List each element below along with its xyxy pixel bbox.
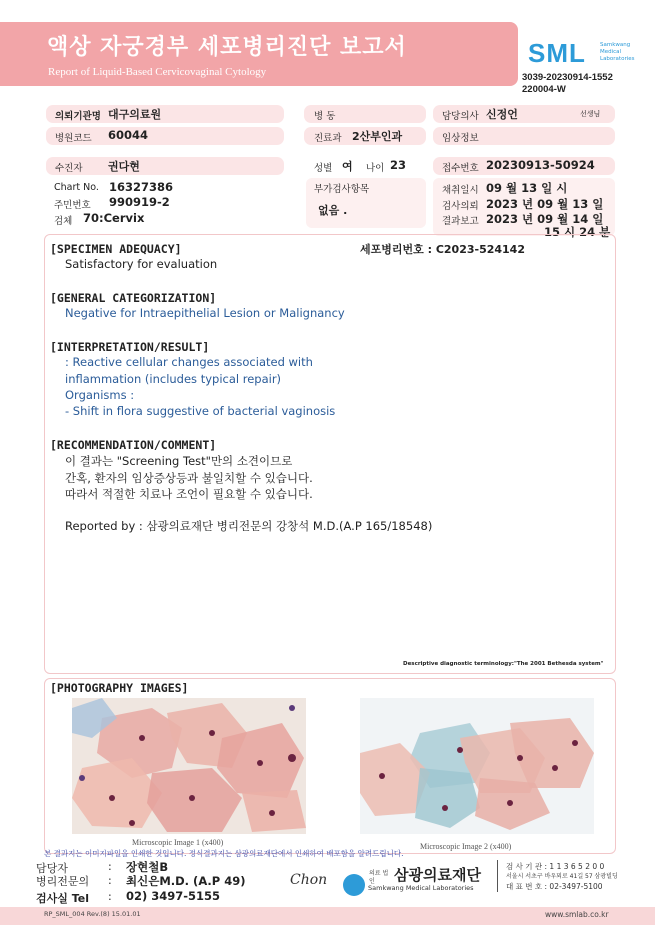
report-title: 액상 자궁경부 세포병리진단 보고서 — [47, 35, 407, 60]
interpretation-line-1: : Reactive cellular changes associated with — [65, 355, 313, 369]
footer-divider — [497, 860, 498, 892]
report-value: 2023 년 09 월 14 일 — [486, 212, 604, 226]
reported-by: Reported by : 삼광의료재단 병리전문의 강창석 M.D.(A.P 165/18548) — [65, 519, 433, 533]
dept-value: 2산부인과 — [352, 130, 403, 143]
cytology-number: 세포병리번호 : C2023-524142 — [360, 243, 525, 256]
signature: Chon — [290, 872, 328, 888]
institution-value: 대구의료원 — [108, 108, 162, 121]
foundation-logo-icon — [343, 874, 365, 896]
logo-text: SML — [528, 38, 586, 68]
document-number: 3039-20230914-1552 220004-W — [522, 72, 613, 95]
tel-value: 02) 3497-5155 — [126, 889, 221, 903]
image-2-caption: Microscopic Image 2 (x400) — [420, 842, 512, 851]
footer-note: 본 결과지는 이미지파일을 인쇄한 것입니다. 정식결과지는 삼광의료재단에서 인쇄하여 배포함을 알려드립니다. — [44, 849, 404, 858]
hospital-code-value: 60044 — [108, 128, 149, 142]
age-value: 23 — [390, 158, 407, 172]
interpretation-line-4: - Shift in flora suggestive of bacterial vaginosis — [65, 404, 336, 418]
cell-image-2 — [360, 698, 594, 834]
patient-value: 권다현 — [108, 160, 140, 173]
photo-title: [PHOTOGRAPHY IMAGES] — [50, 681, 189, 695]
interpretation-line-2: inflammation (includes typical repair) — [65, 372, 282, 386]
sex-value: 여 — [342, 160, 353, 173]
recommendation-line-3: 따라서 적절한 치료나 조언이 필요할 수 있습니다. — [65, 487, 313, 501]
header-banner — [0, 22, 518, 86]
adequacy-title: [SPECIMEN ADEQUACY] — [50, 242, 182, 256]
terminology-note: Descriptive diagnostic terminology:"The 2001 Bethesda system" — [403, 661, 604, 667]
cell-image-1 — [72, 698, 306, 834]
org-info: 검 사 기 관 : 1 1 3 6 5 2 0 0 서울시 서초구 바우뫼로 41길 57 삼광빌딩 대 표 번 호 : 02-3497-5100 — [506, 862, 618, 891]
report-time-value: 15 시 24 분 — [544, 225, 611, 239]
specimen-value: 70:Cervix — [83, 211, 145, 225]
foundation-name: 삼광의료재단 — [394, 866, 481, 884]
image-1-caption: Microscopic Image 1 (x400) — [132, 838, 224, 847]
interpretation-line-3: Organisms : — [65, 388, 135, 402]
foundation-prefix: 의료 법인 — [369, 870, 389, 885]
extra-value: 없음 . — [318, 204, 348, 217]
recommendation-title: [RECOMMENDATION/COMMENT] — [50, 438, 217, 452]
chart-value: 16327386 — [109, 180, 174, 194]
pathologist-value: 최신은M.D. (A.P 49) — [126, 874, 246, 888]
report-subtitle: Report of Liquid-Based Cervicovaginal Cytology — [48, 66, 267, 78]
interpretation-title: [INTERPRETATION/RESULT] — [50, 340, 210, 354]
form-number: RP_SML_004 Rev.(8) 15.01.01 — [44, 910, 141, 918]
receipt-value: 20230913-50924 — [486, 158, 595, 172]
category-title: [GENERAL CATEGORIZATION] — [50, 291, 217, 305]
doctor-value: 신정언 — [486, 108, 518, 121]
foundation-name-en: Samkwang Medical Laboratories — [368, 884, 474, 892]
sml-logo — [528, 38, 635, 69]
adequacy-text: Satisfactory for evaluation — [65, 257, 218, 271]
website-link[interactable]: www.smlab.co.kr — [545, 910, 609, 919]
resident-value: 990919-2 — [109, 195, 170, 209]
recommendation-line-1: 이 결과는 "Screening Test"만의 소견이므로 — [65, 454, 293, 468]
logo-sub: Samkwang Medical Laboratories — [600, 42, 635, 62]
request-value: 2023 년 09 월 13 일 — [486, 197, 604, 211]
bottom-bar — [0, 907, 655, 925]
microscopic-image-2 — [360, 698, 594, 834]
manager-value: 장현철B — [126, 860, 169, 874]
collect-value: 09 월 13 일 시 — [486, 181, 568, 195]
recommendation-line-2: 간혹, 환자의 임상증상등과 불일치할 수 있습니다. — [65, 471, 313, 485]
microscopic-image-1 — [72, 698, 306, 834]
category-text: Negative for Intraepithelial Lesion or Malignancy — [65, 306, 345, 320]
